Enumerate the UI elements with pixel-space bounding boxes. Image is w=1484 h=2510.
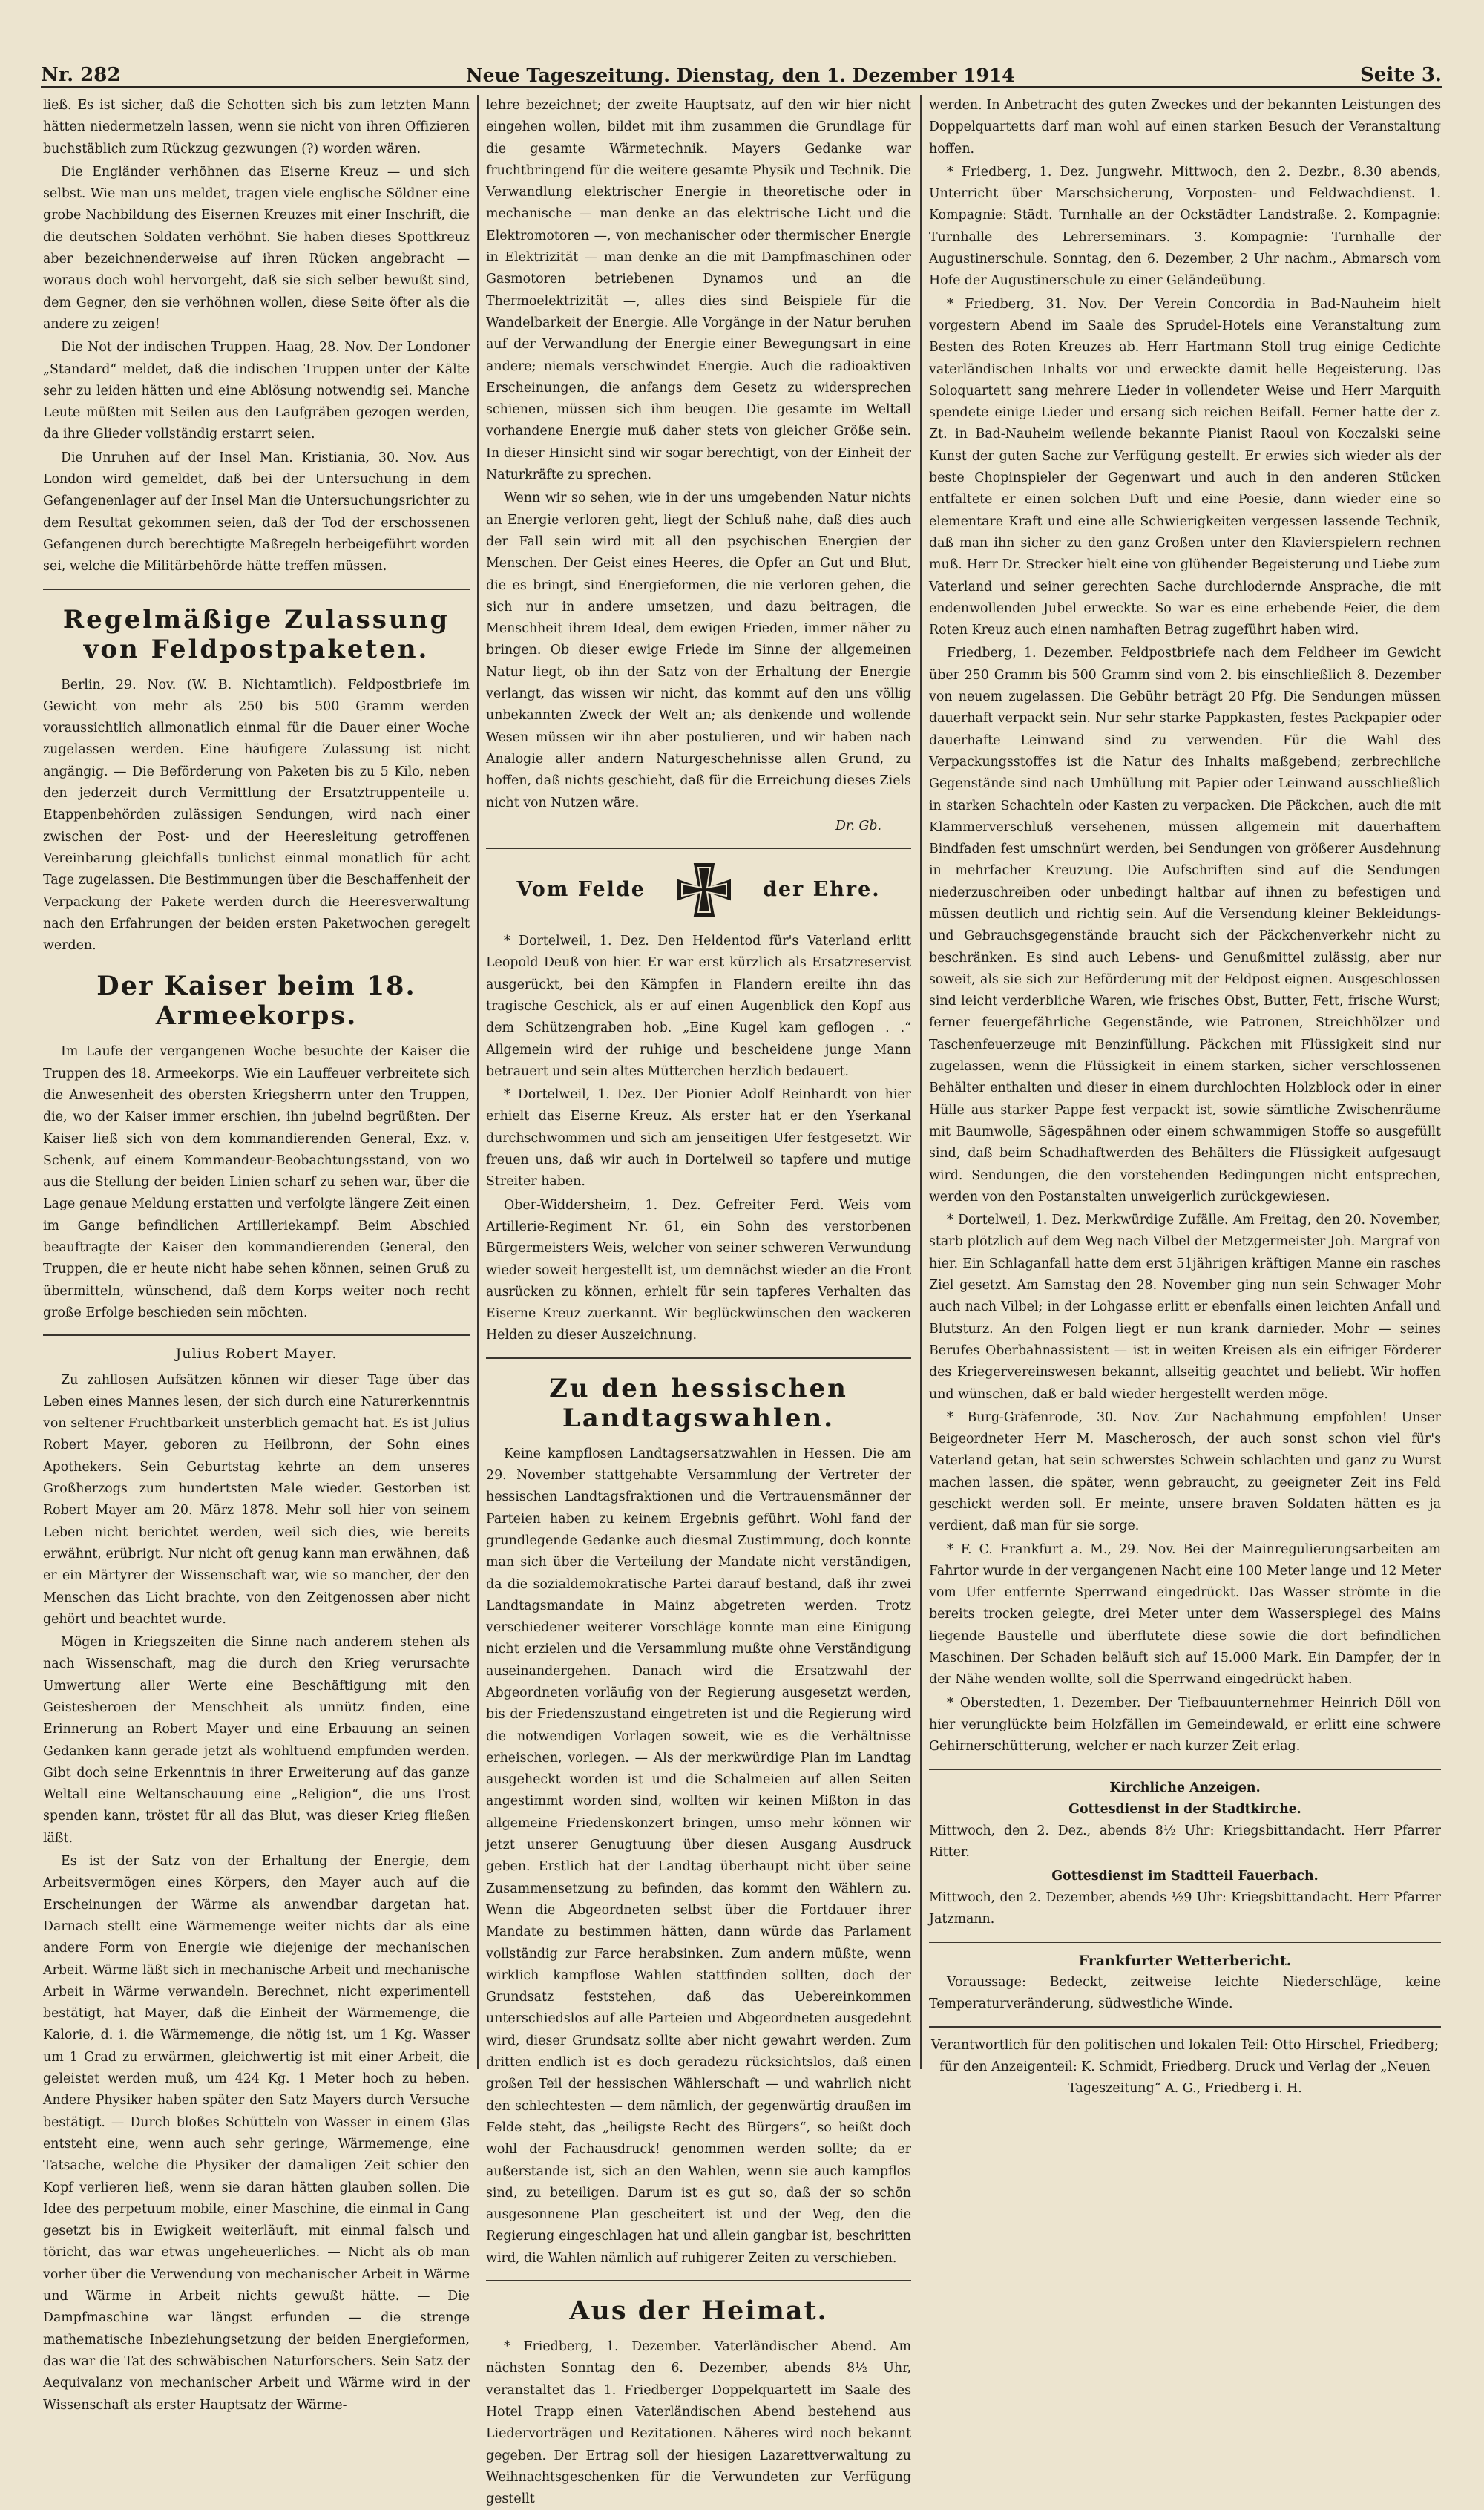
imprint: Verantwortlich für den politischen und lokalen Teil: Otto Hirschel, Friedberg; für den Anzeigenteil: K. Schmidt, Friedberg. Druck und Verlag der „Neuen Tageszeitung“ A. G., Friedberg i. H. bbox=[931, 2037, 1439, 2097]
divider bbox=[43, 1334, 470, 1336]
headline-feldpost: Regelmäßige Zulassung von Feldpostpaketen. bbox=[62, 604, 450, 664]
divider bbox=[43, 589, 470, 590]
article-paragraph: * Dortelweil, 1. Dez. Den Heldentod für's Vaterland erlitt Leopold Deuß von hier. Er war erst kürzlich als Ersatzreservist ausgerückt, bei den Kämpfen in Flandern ereilte ihn das tragische Geschick, als er auf einen Augenblick den Kopf aus dem Schützengraben hob. „Eine Kugel kam geflogen . .“ Allgemein wird der ruhige und bescheidene junge Mann betrauert und sein altes Mütterchen herzlich bedauert. bbox=[486, 934, 911, 1079]
article-paragraph: lehre bezeichnet; der zweite Hauptsatz, auf den wir hier nicht eingehen wollen, bildet mit ihm zusammen die Grundlage für die gesamte Wärmetechnik. Mayers Gedanke war fruchtbringend für die weitere gesamte Physik und Technik. Die Verwandlung elektrischer Energie in theoretische oder in mechanische — man denke an das elektrische Licht und die Elektromotoren —, von mechanischer oder thermischer Energie in Elektrizität — man denke an die mit Dampfmaschinen oder Gasmotoren betriebenen Dynamos und an die Thermoelektrizität —, alles dies sind Beispiele für die Wandelbarkeit der Energie. Alle Vorgänge in der Natur beruhen auf der Verwandlung der Energie einer Bewegungsart in eine andere; niemals verschwindet Energie. Auch die radioaktiven Erscheinungen, die anfangs dem Gesetz zu widersprechen schienen, müssen sich ihm beugen. Die gesamte im Weltall vorhandene Energie muß daher stets von gleicher Größe sein. In dieser Hinsicht sind wir sogar berechtigt, von der Einheit der Naturkräfte zu sprechen. bbox=[486, 98, 911, 483]
article-paragraph: * Friedberg, 31. Nov. Der Verein Concordia in Bad-Nauheim hielt vorgestern Abend im Saale des Sprudel-Hotels eine Veranstaltung zum Besten des Roten Kreuzes ab. Herr Hartmann Stoll trug einige Gedichte vaterländischen Inhalts vor und erweckte damit helle Begeisterung. Das Soloquartett sang mehrere Lieder in vollendeter Weise und Herr Marquith spendete einige Lieder und ersang sich reichen Beifall. Ferner hatte der z. Zt. in Bad-Nauheim weilende bekannte Pianist Raoul von Koczalski seine Kunst der guten Sache zur Verfügung gestellt. Er erwies sich wieder als der beste Chopinspieler der Gegenwart und auch in den anderen Stücken entfaltete er einen solchen Duft und eine Poesie, dann wieder eine so elementare Kraft und eine alle Schwierigkeiten vergessen lassende Technik, daß man ihn sicher zu den ganz Großen unter den Klavierspielern rechnen muß. Herr Dr. Strecker hielt eine von glühender Begeisterung und Liebe zum Vaterland und seiner gerechten Sache durchlodernde Ansprache, die mit endenwollenden Jubel erweckte. So war es eine erhebende Feier, die dem Roten Kreuz auch einen namhaften Betrag zugeführt haben wird. bbox=[929, 296, 1441, 638]
page-header bbox=[41, 61, 1442, 88]
church-notices bbox=[929, 1777, 1441, 1931]
notice-text: Mittwoch, den 2. Dezember, abends ½9 Uhr: Kriegsbittandacht. Herr Pfarrer Jatzmann. bbox=[929, 1890, 1441, 1927]
iron-cross-icon bbox=[674, 859, 735, 920]
article-paragraph: Im Laufe der vergangenen Woche besuchte der Kaiser die Truppen des 18. Armeekorps. Wie ein Lauffeuer verbreitete sich die Anwesenheit des obersten Kriegsherrn unter den Truppen, die, wo der Kaiser immer erschien, ihn jubelnd begrüßten. Der Kaiser ließ sich von dem kommandierenden General, Exz. v. Schenk, auf einem Kommandeur-Beobachtungsstand, von wo aus die Stellung der beiden Linien scharf zu sehen war, über die Lage genaue Meldung erstatten und verfolgte längere Zeit einen im Gange befindlichen Artilleriekampf. Beim Abschied beauftragte der Kaiser den kommandierenden General, den Truppen, die er heute nicht habe sehen können, seinen Gruß zu übermitteln, wünschend, daß dem Korps weiter noch recht große Erfolge beschieden sein möchten. bbox=[43, 1044, 470, 1320]
article-paragraph: Die Engländer verhöhnen das Eiserne Kreuz — und sich selbst. Wie man uns meldet, tragen viele englische Söldner eine grobe Nachbildung des Eisernen Kreuzes mit einer Inschrift, die die deutschen Soldaten verhöhnt. Sie haben dieses Spottkreuz aber bezeichnenderweise auf ihren Rücken angebracht — woraus doch wohl hervorgeht, daß sie sich selber bewußt sind, dem Gegner, den sie verhöhnen wollen, diese Seite öfter als die andere zu zeigen! bbox=[43, 164, 470, 332]
notice-text: Mittwoch, den 2. Dez., abends 8½ Uhr: Kriegsbittandacht. Herr Pfarrer Ritter. bbox=[929, 1823, 1441, 1861]
article-paragraph: werden. In Anbetracht des guten Zweckes und der bekannten Leistungen des Doppelquartetts darf man wohl auf einen starken Besuch der Veranstaltung hoffen. bbox=[929, 98, 1441, 157]
field-head-right: der Ehre. bbox=[762, 878, 881, 902]
divider bbox=[486, 2280, 911, 2281]
field-of-honor-header bbox=[486, 859, 911, 920]
weather-text: Voraussage: Bedeckt, zeitweise leichte Niederschläge, keine Temperaturveränderung, südwestliche Winde. bbox=[929, 1974, 1441, 2012]
article-paragraph: Keine kampflosen Landtagsersatzwahlen in Hessen. Die am 29. November stattgehabte Versammlung der Vertreter der hessischen Landtagsfraktionen und die Vertrauensmänner der Parteien haben zu keinem Ergebnis geführt. Wohl fand der grundlegende Gedanke auch diesmal Zustimmung, doch konnte man sich über die Verteilung der Mandate nicht verständigen, da die sozialdemokratische Partei darauf bestand, daß ihr zwei Landtagsmandate in Mainz abgetreten werden. Trotz verschiedener weiterer Vorschläge konnte man eine Einigung nicht erzielen und die Versammlung mußte ohne Verständigung auseinandergehen. Danach wird die Ersatzwahl der Abgeordneten vorläufig von der Regierung ausgesetzt werden, bis der Friedenszustand eingetreten ist und die Regierung wird die notwendigen Vorlagen soweit, wie es die Verhältnisse erheischen, vorlegen. — Als der merkwürdige Plan im Landtag ausgeheckt worden ist und die Schalmeien auf allen Seiten angestimmt worden sind, wollten wir keinen Mißton in das allgemeine Friedenskonzert bringen, umso mehr können wir jetzt unserer Genugtuung über diesen Ausgang Ausdruck geben. Erstlich hat der Landtag überhaupt nicht über seine Zusammensetzung zu befinden, das kommt den Wählern zu. Wenn die Abgeordneten selbst über die Fortdauer ihrer Mandate zu bestimmen hätten, dann würde das Parlament vollständig zur Farce herabsinken. Zum andern müßte, wenn wirklich kampflose Wahlen stattfinden sollten, doch der Grundsatz feststehen, daß das Uebereinkommen unterschiedslos auf alle Parteien und Abgeordneten ausgedehnt wird, dieser Grundsatz sollte aber nicht gewahrt werden. Zum dritten endlich ist es doch geradezu rücksichtslos, daß einen großen Teil der hessischen Wählerschaft — und wahrlich nicht den schlechtesten — dem nämlich, der gegenwärtig draußen im Felde steht, das „heiligste Recht des Bürgers“, so heißt doch wohl der Fachausdruck! genommen werden sollte; da er außerstande ist, sich an den Wahlen, wenn sie auch kampflos sind, zu beteiligen. Darum ist es gut so, daß der so schön ausgesonnene Plan gescheitert ist und der Weg, den die Regierung eingeschlagen hat und allein gangbar ist, beschritten wird, die Wahlen nämlich auf ruhigerer Zeiten zu verschieben. bbox=[486, 1446, 911, 2266]
headline-landtag: Zu den hessischen Landtagswahlen. bbox=[549, 1373, 848, 1433]
divider bbox=[929, 2026, 1441, 2028]
divider bbox=[929, 1942, 1441, 1943]
article-paragraph: Berlin, 29. Nov. (W. B. Nichtamtlich). Feldpostbriefe im Gewicht von mehr als 250 bis 500 Gramm werden voraussichtlich allmonatlich einmal für die Dauer einer Woche zugelassen werden. Eine häufigere Zulassung ist nicht angängig. — Die Beförderung von Paketen bis zu 5 Kilo, neben den jederzeit durch Vermittlung der Ersatztruppenteile u. Etappenbehörden zulässigen Sendungen, wird nach einer zwischen der Post- und der Heeresleitung getroffenen Vereinbarung gleichfalls tunlichst einmal monatlich für acht Tage zugelassen. Die Bestimmungen über die Beschaffenheit der Verpackung der Pakete werden durch die Heeresverwaltung nach den Erfahrungen der beiden ersten Paketwochen geregelt werden. bbox=[43, 677, 470, 954]
article-paragraph: * Dortelweil, 1. Dez. Der Pionier Adolf Reinhardt von hier erhielt das Eiserne Kreuz. Als erster hat er den Yserkanal durchschwommen und sich am jenseitigen Ufer festgesetzt. Wir freuen uns, daß wir auch in Dortelweil so tapfere und mutige Streiter haben. bbox=[486, 1087, 911, 1190]
column-2 bbox=[486, 95, 911, 2507]
article-paragraph: * Burg-Gräfenrode, 30. Nov. Zur Nachahmung empfohlen! Unser Beigeordneter Herr M. Mascherosch, der auch sonst schon viel für's Vaterland getan, hat sein schwerstes Schwein schlachten und ganz zu Wurst machen lassen, die später, wenn gebraucht, zu geeigneter Zeit ins Feld geschickt werden soll. Er meinte, unsere braven Soldaten hätten es ja verdient, daß man für sie sorge. bbox=[929, 1409, 1441, 1534]
column-rule bbox=[920, 95, 922, 2069]
article-paragraph: * Friedberg, 1. Dez. Jungwehr. Mittwoch, den 2. Dezbr., 8.30 abends, Unterricht über Marschsicherung, Vorposten- und Feldwachdienst. 1. Kompagnie: Städt. Turnhalle an der Ockstädter Landstraße. 2. Kompagnie: Turnhalle des Lehrerseminars. 3. Kompagnie: Turnhalle der Augustinerschule. Sonntag, den 6. Dezember, 2 Uhr nachm., Abmarsch vom Hofe der Augustinerschule zu einer Geländeübung. bbox=[929, 164, 1441, 289]
divider bbox=[929, 1769, 1441, 1770]
divider bbox=[486, 848, 911, 849]
notices-heading: Kirchliche Anzeigen. bbox=[1109, 1780, 1261, 1795]
article-paragraph: Wenn wir so sehen, wie in der uns umgebenden Natur nichts an Energie verloren geht, liegt der Schluß nahe, daß dies auch der Fall sein wird mit all den psychischen Energien der Menschen. Der Geist eines Heeres, die Opfer an Gut und Blut, die es bringt, sind Energieformen, die nie verloren gehen, die sich nur in andere umsetzen, und dazu beitragen, die Menschheit ihrem Ideal, dem ewigen Frieden, immer näher zu bringen. Ob dieser ewige Friede im Sinne der allgemeinen Natur liegt, ob ihn der Satz von der Erhaltung der Energie verlangt, das wissen wir nicht, das kommt auf den uns völlig unbekannten Zweck der Welt an; als denkende und wollende Wesen müssen wir ihn aber postulieren, und wir haben nach Analogie aller andern Naturgeschehnisse allen Grund, zu hoffen, daß nichts geschieht, daß für die Erreichung dieses Ziels nicht von Nutzen wäre. bbox=[486, 491, 911, 810]
column-rule bbox=[477, 95, 479, 2069]
page-number: Seite 3. bbox=[1360, 64, 1442, 86]
article-signature: Dr. Gb. bbox=[835, 818, 881, 833]
article-paragraph: * F. C. Frankfurt a. M., 29. Nov. Bei der Mainregulierungsarbeiten am Fahrtor wurde in der vergangenen Nacht eine 100 Meter lange und 12 Meter vom Ufer entfernte Sperrwand eingedrückt. Das Wasser strömte in die bereits trocken gelegte, drei Meter unter dem Wasserspiegel des Mains liegende Baustelle und überflutete diese sowie die dort befindlichen Maschinen. Der Schaden beläuft sich auf 15.000 Mark. Ein Dampfer, der in der Nähe wenden wollte, soll die Sperrwand eingedrückt haben. bbox=[929, 1541, 1441, 1688]
issue-date: Dienstag, den 1. Dezember 1914 bbox=[676, 65, 1015, 86]
column-1 bbox=[43, 95, 470, 2413]
article-paragraph: Es ist der Satz von der Erhaltung der Energie, dem Arbeitsvermögen eines Körpers, den Mayer auch auf die Erscheinungen der Wärme als anwendbar dargetan hat. Darnach stellt eine Wärmemenge weiter nichts dar als eine andere Form von Energie wie diejenige der mechanischen Arbeit. Wärme läßt sich in mechanische Arbeit und mechanische Arbeit in Wärme verwandeln. Berechnet, nicht experimentell bestätigt, hat Mayer, daß die Einheit der Wärmemenge, die Kalorie, d. i. die Wärmemenge, die nötig ist, um 1 Kg. Wasser um 1 Grad zu erwärmen, gleichwertig ist mit einer Arbeit, die geleistet werden muß, um 424 Kg. 1 Meter hoch zu heben. Andere Physiker haben später den Satz Mayers durch Versuche bestätigt. — Durch bloßes Schütteln von Wasser in einem Glas entsteht eine, wenn auch sehr geringe, Wärmemenge, eine Tatsache, welche die Physiker der damaligen Zeit schier den Kopf verlieren ließ, wenn sie daran hätten glauben sollen. Die Idee des perpetuum mobile, einer Maschine, die einmal in Gang gesetzt bis in Ewigkeit weiterläuft, mit einmal falsch und töricht, das war etwas ungeheuerliches. — Nicht als ob man vorher über die Verwendung von mechanischer Arbeit in Wärme und Wärme in Arbeit nichts gewußt hätte. — Die Dampfmaschine war längst erfunden — die strenge mathematische Inbeziehungsetzung der beiden Energieformen, das war die Tat des schwäbischen Naturforschers. Sein Satz der Aequivalanz von mechanischer Arbeit und Wärme wird in der Wissenschaft als erster Hauptsatz der Wärme- bbox=[43, 1854, 470, 2413]
article-paragraph: Ober-Widdersheim, 1. Dez. Gefreiter Ferd. Weis vom Artillerie-Regiment Nr. 61, ein Sohn des verstorbenen Bürgermeisters Weis, welcher von seiner schweren Verwundung wieder soweit hergestellt ist, um demnächst wieder an die Front ausrücken zu können, erhielt für sein tapferes Verhalten das Eiserne Kreuz zuerkannt. Wir beglückwünschen den wackeren Helden zu dieser Auszeichnung. bbox=[486, 1197, 911, 1343]
article-paragraph: Die Not der indischen Truppen. Haag, 28. Nov. Der Londoner „Standard“ meldet, daß die indischen Truppen unter der Kälte sehr zu leiden hätten und eine Ablösung notwendig sei. Manche Leute müßten mit Seilen aus den Laufgräben gezogen werden, da ihre Glieder vollständig erstarrt seien. bbox=[43, 340, 470, 442]
article-paragraph: ließ. Es ist sicher, daß die Schotten sich bis zum letzten Mann hätten niedermetzeln lassen, wenn sie nicht von ihren Offizieren buchstäblich zum Rückzug gezwungen (?) worden wären. bbox=[43, 98, 470, 157]
field-head-left: Vom Felde bbox=[516, 878, 646, 902]
headline-kaiser: Der Kaiser beim 18. Armeekorps. bbox=[96, 971, 416, 1032]
issue-number: Nr. 282 bbox=[41, 64, 121, 86]
paper-name: Neue Tageszeitung. bbox=[465, 65, 670, 86]
weather-heading: Frankfurter Wetterbericht. bbox=[1078, 1952, 1292, 1969]
headline-heimat: Aus der Heimat. bbox=[569, 2296, 828, 2327]
article-paragraph: * Oberstedten, 1. Dezember. Der Tiefbauunternehmer Heinrich Döll von hier verunglückte beim Holzfällen im Gemeindewald, er erlitt eine schwere Gehirnerschütterung, welcher er nach kurzer Zeit erlag. bbox=[929, 1695, 1441, 1754]
article-paragraph: * Friedberg, 1. Dezember. Vaterländischer Abend. Am nächsten Sonntag den 6. Dezember, abends 8½ Uhr, veranstaltet das 1. Friedberger Doppelquartett im Saale des Hotel Trapp einen Vaterländischen Abend bestehend aus Liedervorträgen und Rezitationen. Näheres wird noch bekannt gegeben. Der Ertrag soll der hiesigen Lazarettverwaltung zu Weihnachtsgeschenken für die Verwundeten zur Verfügung gestellt bbox=[486, 2339, 911, 2507]
article-paragraph: Die Unruhen auf der Insel Man. Kristiania, 30. Nov. Aus London wird gemeldet, daß bei der Untersuchung in dem Gefangenenlager auf der Insel Man die Untersuchungsrichter zu dem Resultat gekommen seien, daß der Tod der erschossenen Gefangenen durch berechtigte Maßregeln herbeigeführt worden sei, welche die Militärbehörde hätte treffen müssen. bbox=[43, 450, 470, 574]
article-paragraph: * Dortelweil, 1. Dez. Merkwürdige Zufälle. Am Freitag, den 20. November, starb plötzlich auf dem Weg nach Vilbel der Metzgermeister Joh. Margraf von hier. Ein Schlaganfall hatte dem erst 51jährigen kräftigen Manne ein rasches Ziel gesetzt. Am Samstag den 28. November ging nun sein Schwager Mohr auch nach Vilbel; in der Lohgasse erlitt er ebenfalls einen leichten Anfall und Blutsturz. An den Folgen liegt er nun krank darnieder. Mohr — seines Berufes Oberbahnassistent — ist in weiten Kreisen als ein eifriger Förderer des Kriegervereinswesen bekannt, allseitig geachtet und beliebt. Wir hoffen und wünschen, daß er bald wieder hergestellt werden möge. bbox=[929, 1213, 1441, 1402]
notice-title: Gottesdienst im Stadtteil Fauerbach. bbox=[1051, 1868, 1319, 1884]
column-3 bbox=[929, 95, 1441, 2097]
notice-title: Gottesdienst in der Stadtkirche. bbox=[1068, 1801, 1301, 1817]
header-center bbox=[466, 65, 1015, 86]
article-paragraph: Friedberg, 1. Dezember. Feldpostbriefe nach dem Feldheer im Gewicht über 250 Gramm bis 500 Gramm sind vom 2. bis einschließlich 8. Dezember von neuem zugelassen. Die Gebühr beträgt 20 Pfg. Die Sendungen müssen dauerhaft verpackt sein. Nur sehr starke Pappkasten, festes Packpapier oder dauerhafte Leinwand sind zu verwenden. Für die Wahl des Verpackungsstoffes ist die Natur des Inhalts maßgebend; zerbrechliche Gegenstände sind nach Umhüllung mit Papier oder Leinwand ausschließlich in starken Schachteln oder Kasten zu verpacken. Die Päckchen, auch die mit Klammerverschluß versehenen, müssen allgemein mit dauerhaftem Bindfaden fest umschnürt werden, bei Sendungen von größerer Ausdehnung in mehrfacher Kreuzung. Die Aufschriften sind auf die Sendungen niederzuschreiben oder unbedingt haltbar auf ihnen zu befestigen und müssen deutlich und richtig sein. Auf die Versendung kleiner Bekleidungs- und Gebrauchsgegenstände braucht sich der Päckchenverkehr nicht zu beschränken. Es sind auch Lebens- und Genußmittel zulässig, aber nur soweit, als sie sich zur Beförderung mit der Feldpost eignen. Ausgeschlossen sind leicht verderbliche Waren, wie frisches Obst, Butter, Fett, frische Wurst; ferner feuergefährliche Gegenstände, wie Patronen, Streichhölzer und Taschenfeuerzeuge mit Benzinfüllung. Päckchen mit Flüssigkeit sind nur zugelassen, wenn die Flüssigkeit in einem starken, sicher verschlossenen Behälter enthalten und dieser in einem durchlochten Holzblock oder in einer Hülle aus starker Pappe fest verpackt ist, sowie sämtliche Zwischenräume mit Baumwolle, Sägespähnen oder einem schwammigen Stoffe so ausgefüllt sind, daß beim Schadhaftwerden des Behälters die Flüssigkeit aufgesaugt wird. Sendungen, die den vorstehenden Bedingungen nicht entsprechen, werden von den Postanstalten unweigerlich zurückgewiesen. bbox=[929, 646, 1441, 1205]
article-paragraph: Mögen in Kriegszeiten die Sinne nach anderem stehen als nach Wissenschaft, mag die durch den Krieg verursachte Umwertung aller Werte eine Beschäftigung mit den Geistesheroen der Menschheit als unnütz finden, eine Erinnerung an Robert Mayer und eine Erbauung an seinen Gedanken kann gerade jetzt als wohltuend empfunden werden. Gibt doch seine Erkenntnis in ihrer Erweiterung auf das ganze Weltall eine Weltanschauung eine „Religion“, die uns Trost spenden kann, tröstet für all das Blut, was dieser Krieg fließen läßt. bbox=[43, 1635, 470, 1846]
article-paragraph: Zu zahllosen Aufsätzen können wir dieser Tage über das Leben eines Mannes lesen, der sich durch eine Naturerkenntnis von seltener Fruchtbarkeit unsterblich gemacht hat. Es ist Julius Robert Mayer, geboren zu Heilbronn, der Sohn eines Apothekers. Sein Geburtstag kehrte an dem unseres Großherzogs zum hundertsten Male wieder. Gestorben ist Robert Mayer am 20. März 1878. Mehr soll hier von seinem Leben nicht berichtet werden, weil sich dies, wie bereits erwähnt, erübrigt. Nur nicht oft genug kann man erwähnen, daß er ein Märtyrer der Wissenschaft war, wie so mancher, der den Menschen das Licht brachte, von den Zeitgenossen aber nicht gehört und beachtet wurde. bbox=[43, 1372, 470, 1627]
headline-mayer: Julius Robert Mayer. bbox=[175, 1346, 338, 1363]
divider bbox=[486, 1357, 911, 1359]
